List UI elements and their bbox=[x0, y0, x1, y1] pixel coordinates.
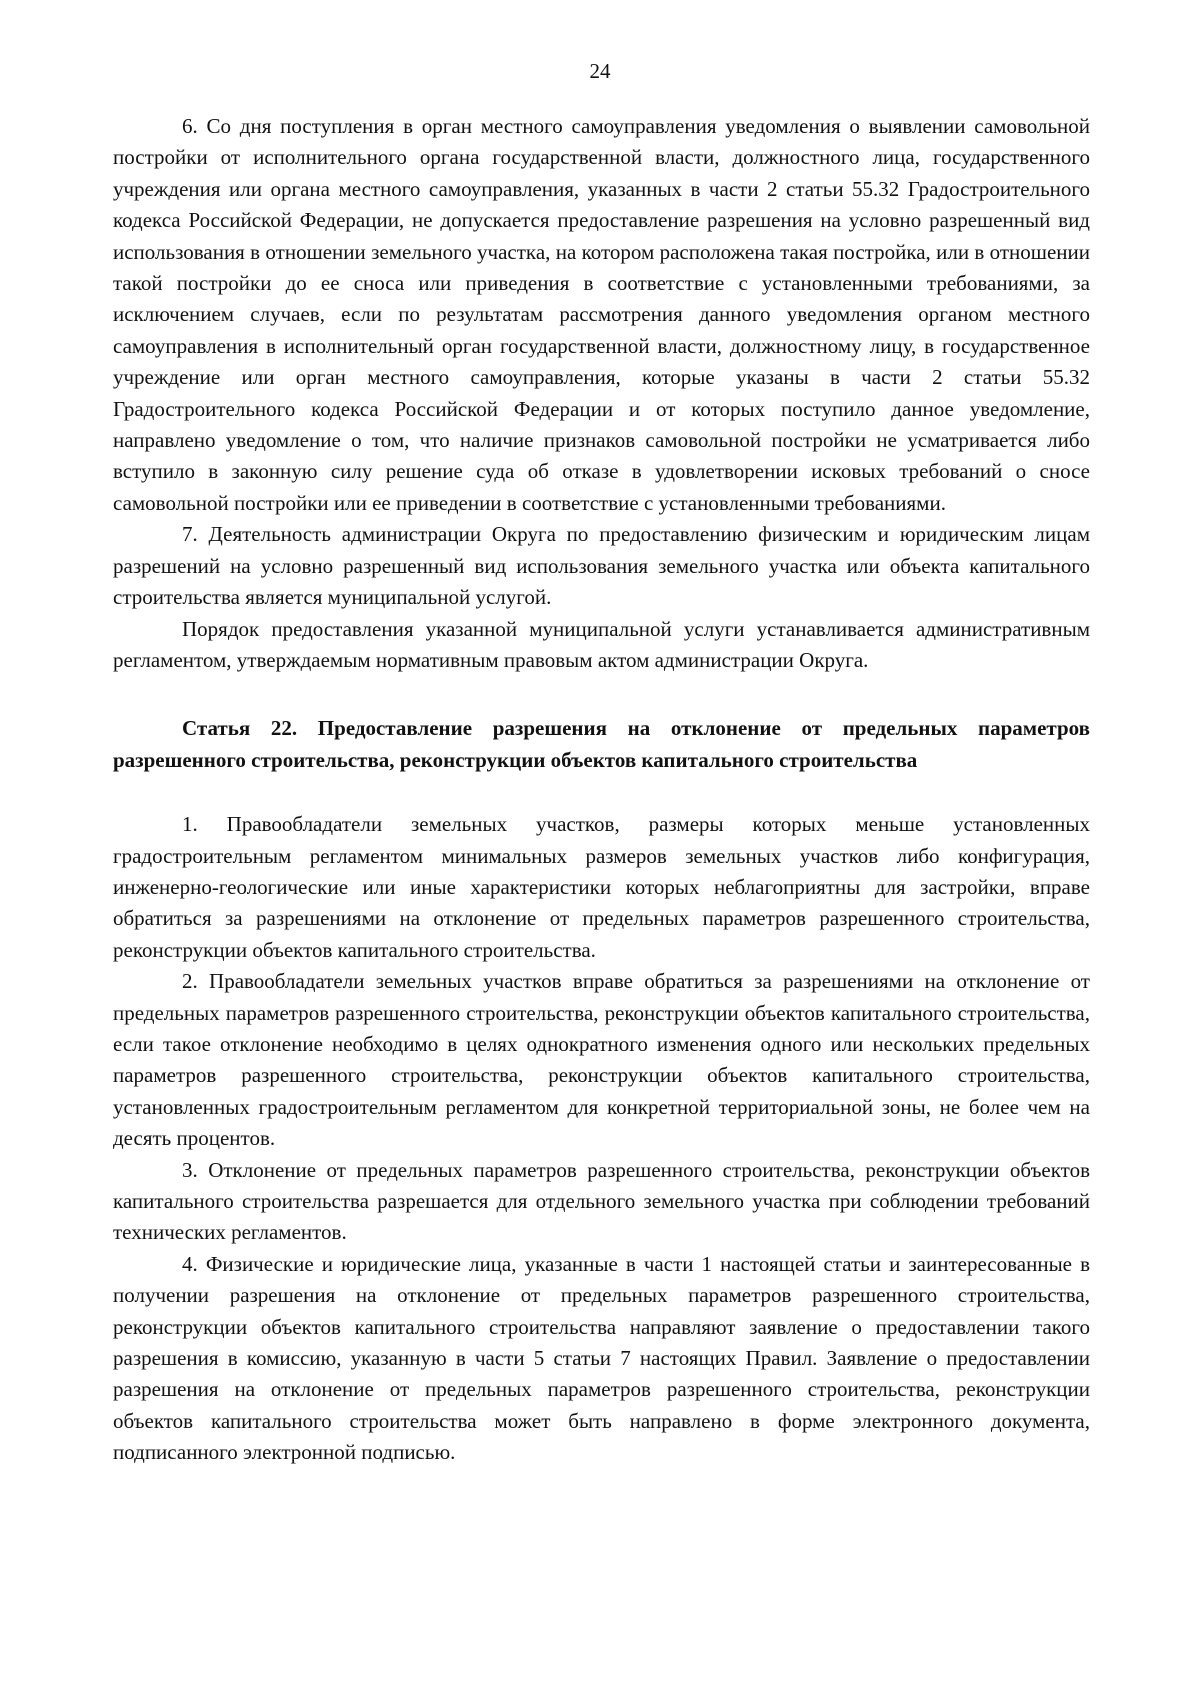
article-22-paragraph-3: 3. Отклонение от предельных параметров разрешенного строительства, реконструкции объектов капитального строительства разрешается для отдельного земельного участка при соблюдении требований технических регламентов. bbox=[113, 1157, 1090, 1245]
paragraph-7: 7. Деятельность администрации Округа по предоставлению физическим и юридическим лицам разрешений на условно разрешенный вид использования земельного участка или объекта капитального строительства является муниципальной услугой. bbox=[113, 522, 1090, 610]
article-22-paragraph-4: 4. Физические и юридические лица, указанные в части 1 настоящей статьи и заинтересованные в получении разрешения на отклонение от предельных параметров разрешенного строительства, реконструкции объектов капитального строительства направляют заявление о предоставлении такого разрешения в комиссию, указанную в части 5 статьи 7 настоящих Правил. Заявление о предоставлении разрешения на отклонение от предельных параметров разрешенного строительства, реконструкции объектов капитального строительства может быть направлено в форме электронного документа, подписанного электронной подписью. bbox=[113, 1251, 1090, 1465]
article-22-paragraph-1: 1. Правообладатели земельных участков, размеры которых меньше установленных градостроительным регламентом минимальных размеров земельных участков либо конфигурация, инженерно-геологические или иные характеристики которых неблагоприятны для застройки, вправе обратиться за разрешениями на отклонение от предельных параметров разрешенного строительства, реконструкции объектов капитального строительства. bbox=[113, 812, 1090, 962]
article-22-paragraph-2: 2. Правообладатели земельных участков вправе обратиться за разрешениями на отклонение от предельных параметров разрешенного строительства, реконструкции объектов капитального строительства, если такое отклонение необходимо в целях однократного изменения одного или нескольких предельных параметров разрешенного строительства, реконструкции объектов капитального строительства, установленных градостроительным регламентом для конкретной территориальной зоны, не более чем на десять процентов. bbox=[113, 969, 1090, 1151]
paragraph-procedure: Порядок предоставления указанной муниципальной услуги устанавливается административным регламентом, утверждаемым нормативным правовым актом администрации Округа. bbox=[113, 616, 1090, 672]
article-22-heading: Статья 22. Предоставление разрешения на отклонение от предельных параметров разрешенного строительства, реконструкции объектов капитального строительства bbox=[113, 716, 1090, 772]
paragraph-6: 6. Со дня поступления в орган местного самоуправления уведомления о выявлении самовольной постройки от исполнительного органа государственной власти, должностного лица, государственного учреждения или органа местного самоуправления, указанных в части 2 статьи 55.32 Градостроительного кодекса Российской Федерации, не допускается предоставление разрешения на условно разрешенный вид использования в отношении земельного участка, на котором расположена такая постройка, или в отношении такой постройки до ее сноса или приведения в соответствие с установленными требованиями, за исключением случаев, если по результатам рассмотрения данного уведомления органом местного самоуправления в исполнительный орган государственной власти, должностному лицу, в государственное учреждение или орган местного самоуправления, которые указаны в части 2 статьи 55.32 Градостроительного кодекса Российской Федерации и от которых поступило данное уведомление, направлено уведомление о том, что наличие признаков самовольной постройки не усматривается либо вступило в законную силу решение суда об отказе в удовлетворении исковых требований о сносе самовольной постройки или ее приведении в соответствие с установленными требованиями. bbox=[113, 114, 1090, 515]
page-number: 24 bbox=[589, 59, 611, 83]
document-body bbox=[113, 111, 1090, 1469]
